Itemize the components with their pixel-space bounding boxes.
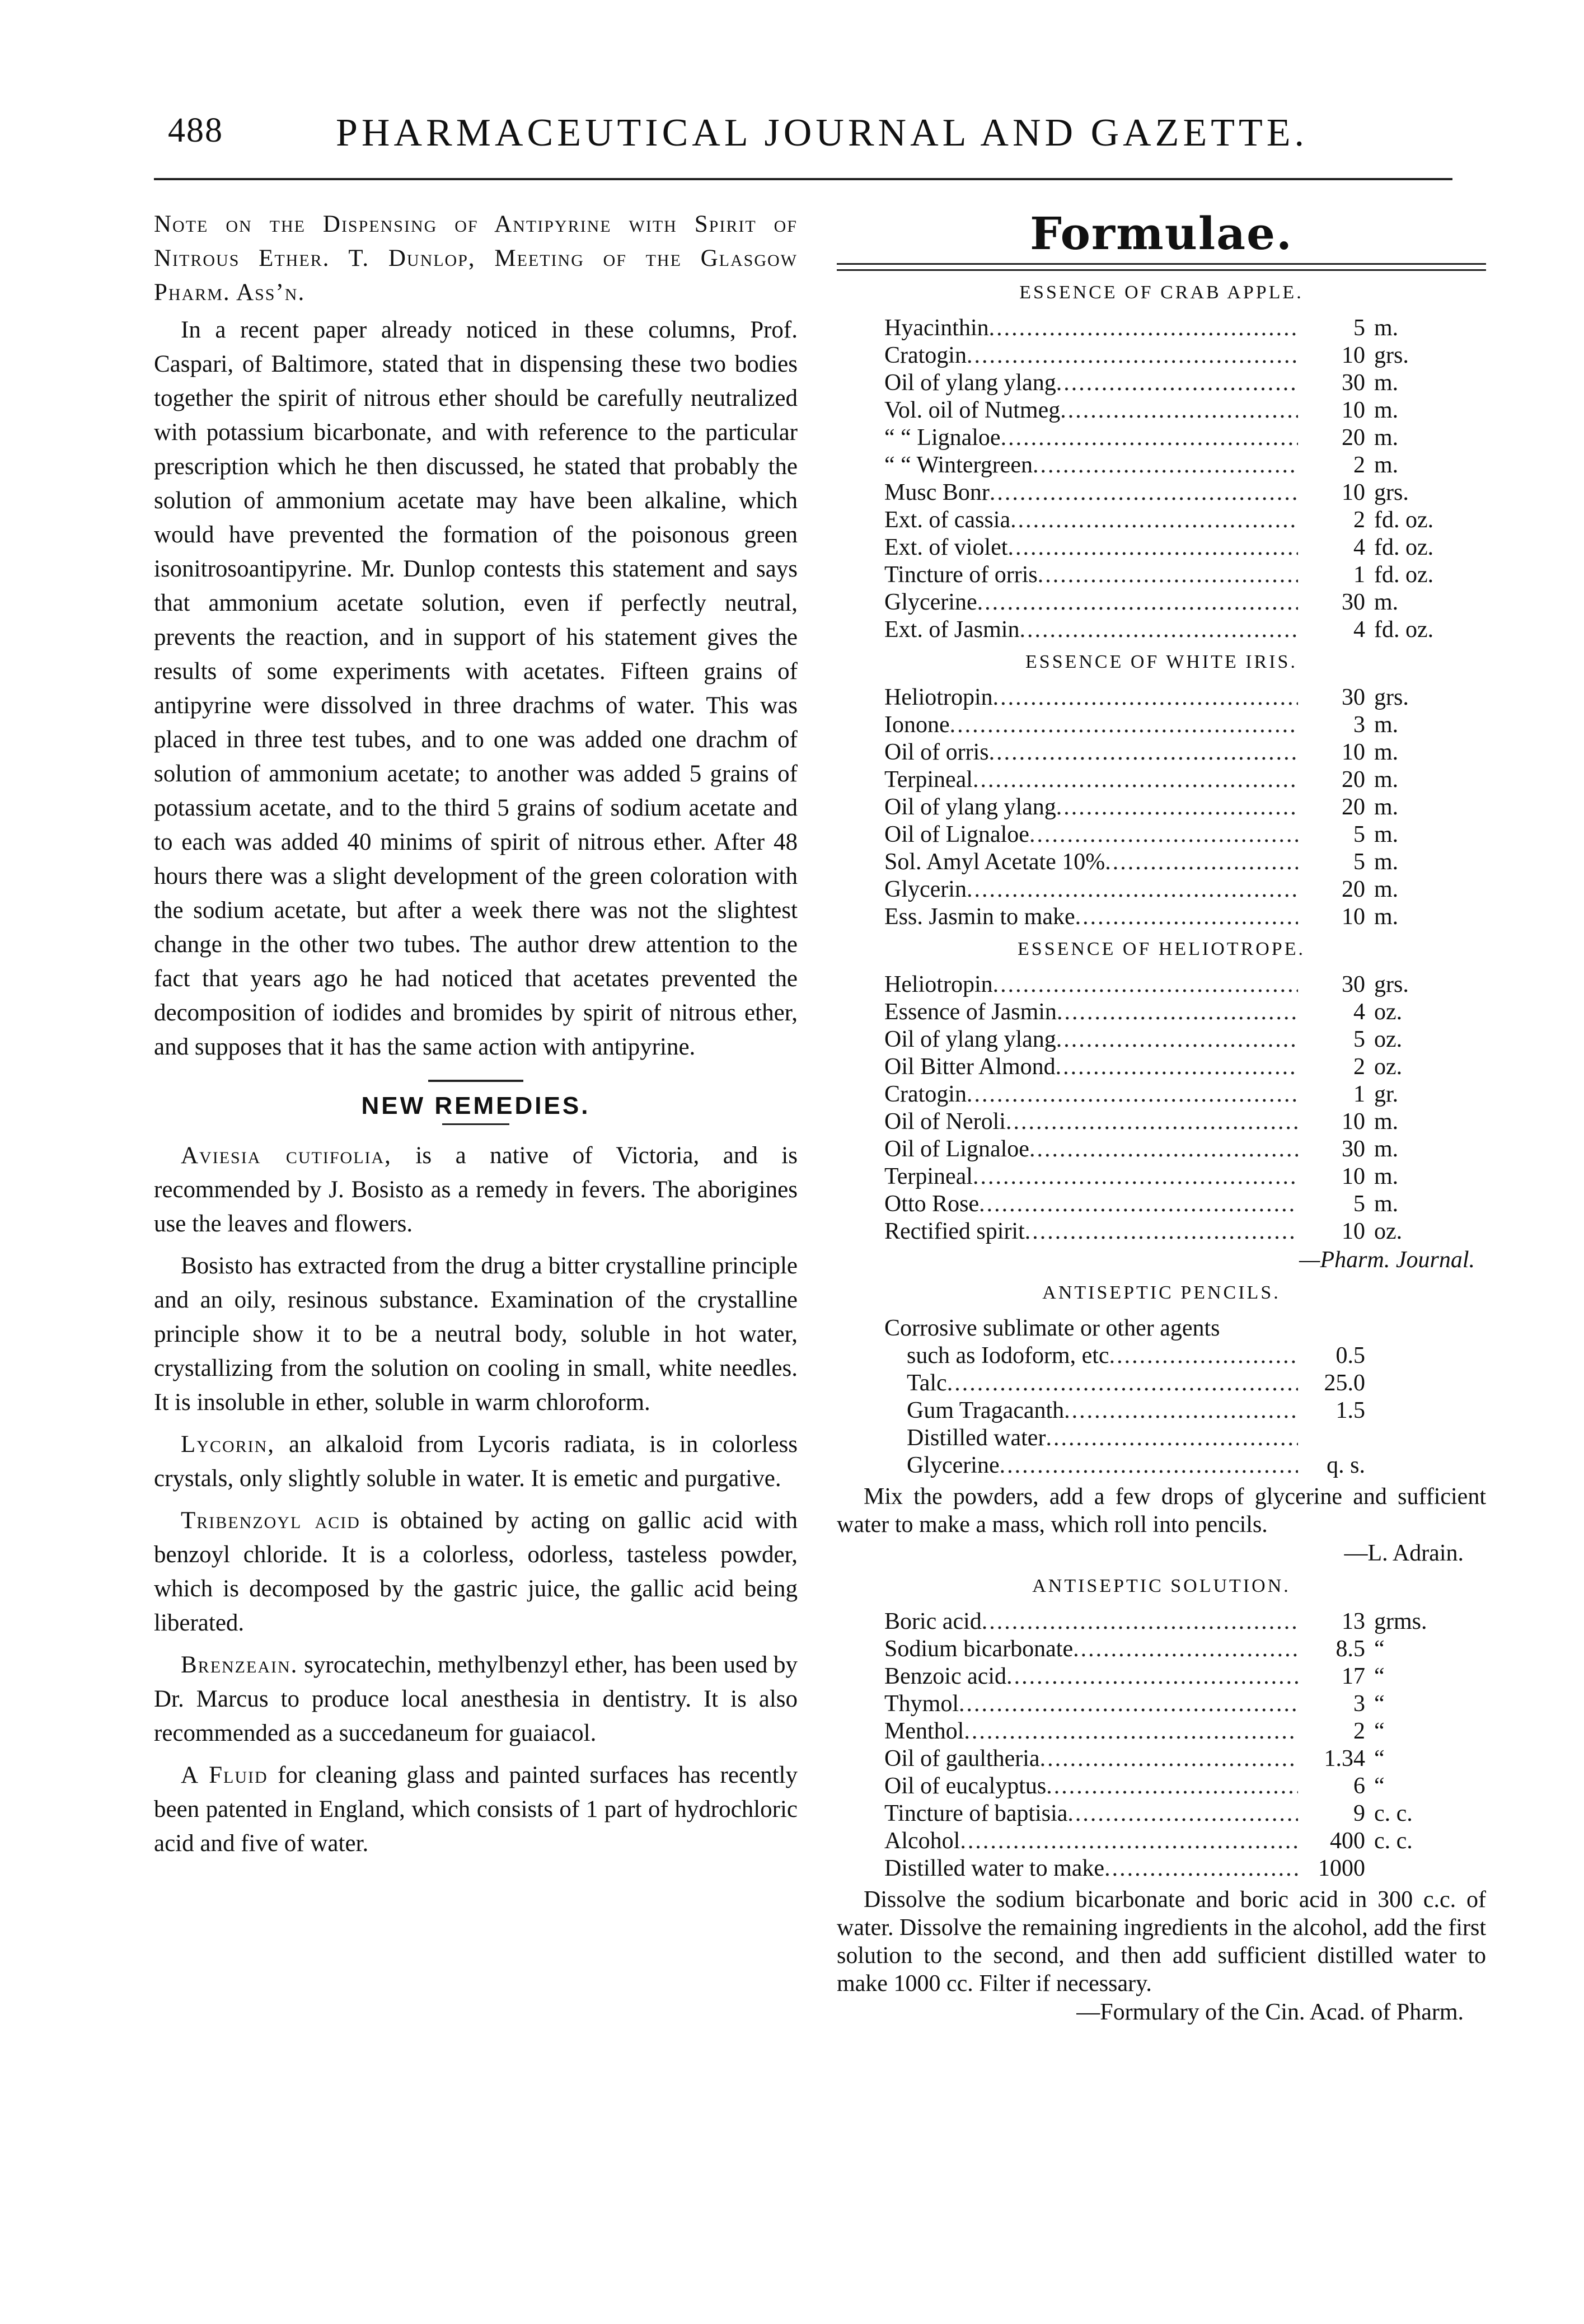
ingredient-amount (1298, 1425, 1365, 1452)
ingredient-unit (1365, 1425, 1486, 1452)
heliotrope-recipe (837, 971, 1486, 1245)
ingredient-amount: 5 (1353, 822, 1365, 847)
remedy-entry (154, 1503, 798, 1640)
ingredient-unit: m. (1374, 822, 1399, 847)
header-rule (154, 178, 1452, 180)
formula-row (837, 1218, 1486, 1245)
heliotrope-credit: —Pharm. Journal. (1299, 1247, 1475, 1273)
ingredient-amount: 20 (1342, 425, 1365, 451)
ingredient-name: Musc Bonr (884, 480, 990, 505)
leader-dots (1019, 616, 1298, 644)
formula-row (837, 1452, 1486, 1479)
ingredient-unit: “ (1374, 1636, 1385, 1662)
ingredient-unit: m. (1374, 1191, 1399, 1217)
remedy-name: Tribenzoyl acid (181, 1507, 360, 1534)
ingredient-unit: c. c. (1374, 1828, 1413, 1854)
solution-credit: —Formulary of the Cin. Acad. of Pharm. (1076, 1999, 1464, 2025)
ingredient-name: Sodium bicarbonate (884, 1636, 1074, 1662)
formula-row (837, 1663, 1486, 1690)
ingredient-name: Distilled water (907, 1425, 1046, 1451)
formula-row (837, 1370, 1486, 1397)
formula-row (837, 1136, 1486, 1163)
ingredient-unit: grs. (1374, 343, 1409, 368)
ingredient-name: Sol. Amyl Acetate 10% (884, 849, 1105, 875)
leader-dots (1007, 534, 1298, 561)
solution-title: ANTISEPTIC SOLUTION. (1032, 1576, 1291, 1596)
leader-dots (1010, 507, 1298, 534)
leader-dots (947, 1370, 1298, 1397)
leader-dots (1067, 1800, 1298, 1828)
leader-dots (1056, 1053, 1298, 1081)
ingredient-amount: 30 (1342, 685, 1365, 710)
ingredient-name: Hyacinthin (884, 315, 989, 341)
leader-dots (973, 1163, 1298, 1191)
leader-dots (1057, 999, 1298, 1026)
leader-dots (1006, 1663, 1298, 1690)
leader-dots (1006, 1108, 1298, 1136)
ingredient-name: Rectified spirit (884, 1219, 1025, 1244)
ingredient-name: Oil Bitter Almond (884, 1054, 1056, 1080)
formula-row (837, 1397, 1486, 1425)
white-iris-title: ESSENCE OF WHITE IRIS. (1025, 652, 1297, 672)
formula-row (837, 766, 1486, 794)
ingredient-unit: fd. oz. (1374, 562, 1434, 588)
ingredient-name: Talc (907, 1370, 947, 1396)
ingredient-amount: 1.34 (1324, 1746, 1365, 1772)
formula-row (837, 1828, 1486, 1855)
ingredient-amount: 4 (1353, 535, 1365, 560)
ingredient-amount: 30 (1342, 370, 1365, 396)
solution-recipe (837, 1608, 1486, 1882)
leader-dots (982, 1608, 1298, 1636)
ingredient-name: Terpineal (884, 767, 973, 793)
formula-row (837, 479, 1486, 507)
leader-dots (1001, 424, 1298, 452)
ingredient-name: Ext. of cassia (884, 507, 1011, 533)
ingredient-name: Ionone (884, 712, 950, 738)
leader-dots (993, 684, 1298, 711)
ingredient-unit: fd. oz. (1374, 507, 1434, 533)
formula-row (837, 1026, 1486, 1053)
crab-apple-recipe (837, 315, 1486, 644)
formula-row (837, 342, 1486, 369)
formula-row (837, 971, 1486, 999)
ingredient-unit: m. (1374, 370, 1399, 396)
ingredient-amount: 10 (1342, 1109, 1365, 1135)
ingredient-unit (1365, 1855, 1486, 1882)
ingredient-unit: oz. (1374, 1054, 1403, 1080)
ingredient-name: Gum Tragacanth (907, 1398, 1065, 1423)
ingredient-name: Oil of gaultheria (884, 1746, 1040, 1772)
ingredient-unit: m. (1374, 589, 1399, 615)
remedy-name: Aviesia cutifolia, (181, 1142, 392, 1169)
ingredient-amount: 2 (1353, 507, 1365, 533)
page-header (168, 100, 1455, 161)
leader-dots (1056, 1026, 1298, 1053)
ingredient-name: Cratogin (884, 343, 967, 368)
ingredient-amount: 5 (1353, 849, 1365, 875)
formula-row (837, 369, 1486, 397)
formula-row (837, 1636, 1486, 1663)
ingredient-unit: “ (1374, 1664, 1385, 1689)
formula-row (837, 1800, 1486, 1828)
ingredient-amount: 10 (1342, 1164, 1365, 1189)
ingredient-unit: grs. (1374, 972, 1409, 997)
formula-row (837, 849, 1486, 876)
ingredient-amount: 10 (1342, 343, 1365, 368)
ingredient-unit: “ (1374, 1746, 1385, 1772)
ingredient-unit: grms. (1374, 1609, 1427, 1634)
leader-dots (967, 876, 1298, 903)
ingredient-amount: q. s. (1327, 1452, 1365, 1478)
formula-row (837, 1163, 1486, 1191)
formula-row (837, 534, 1486, 561)
formula-row (837, 1608, 1486, 1636)
ingredient-amount: 20 (1342, 794, 1365, 820)
leader-dots (1073, 1636, 1298, 1663)
ingredient-unit: m. (1374, 877, 1399, 902)
ingredient-name: Ext. of Jasmin (884, 617, 1020, 643)
ingredient-amount: 2 (1353, 1718, 1365, 1744)
ingredient-unit: m. (1374, 904, 1399, 930)
leader-dots (1046, 1773, 1298, 1800)
formulae-title: Formulae. (1030, 207, 1293, 260)
ingredient-amount: 1000 (1318, 1856, 1365, 1881)
remedy-entry (154, 1138, 798, 1241)
ingredient-name: Oil of Lignaloe (884, 1136, 1029, 1162)
leader-dots (1025, 1218, 1298, 1245)
remedy-entry (154, 1249, 798, 1419)
formula-row (837, 1191, 1486, 1218)
leader-dots (1064, 1397, 1298, 1425)
ingredient-name: Oil of ylang ylang (884, 370, 1056, 396)
ingredient-amount: 10 (1342, 904, 1365, 930)
ingredient-unit: m. (1374, 1136, 1399, 1162)
formula-row (837, 794, 1486, 821)
formula-row (837, 616, 1486, 644)
formula-row (837, 507, 1486, 534)
remedy-text: is obtained by acting on gallic acid with benzoyl chloride. It is a colorless, odorless, tasteless powder, which is decomposed by the gastric juice, the gallic acid being liberated. (154, 1507, 798, 1636)
ingredient-name: “ “ Lignaloe (884, 425, 1001, 451)
ingredient-name: Vol. oil of Nutmeg (884, 397, 1061, 423)
remedy-name: Lycorin, (181, 1431, 275, 1458)
ingredient-amount: 5 (1353, 1191, 1365, 1217)
remedy-text: Bosisto has extracted from the drug a bitter crystalline principle and an oily, resinous substance. Examination of the crystalline principle show it to be a neutral body, soluble in hot water, crystallizing from the solution on cooling in small, white needles. It is insoluble in ether, soluble in warm chloroform. (154, 1253, 798, 1416)
ingredient-unit: grs. (1374, 480, 1409, 505)
ingredient-unit: m. (1374, 1164, 1399, 1189)
ingredient-amount: 1 (1353, 1081, 1365, 1107)
leader-dots (1046, 1425, 1298, 1452)
leader-dots (973, 766, 1298, 794)
formula-row (837, 1053, 1486, 1081)
ingredient-amount: 5 (1353, 1027, 1365, 1052)
ingredient-amount: 6 (1353, 1773, 1365, 1799)
ingredient-unit: “ (1374, 1773, 1385, 1799)
running-title: PHARMACEUTICAL JOURNAL AND GAZETTE. (336, 111, 1308, 154)
ingredient-amount: 25.0 (1324, 1370, 1365, 1396)
ingredient-amount: 4 (1353, 617, 1365, 643)
formula-row (837, 561, 1486, 589)
ingredient-amount: 10 (1342, 480, 1365, 505)
ingredient-unit: m. (1374, 712, 1399, 738)
ingredient-name: Alcohol (884, 1828, 960, 1854)
leader-dots (1056, 794, 1298, 821)
remedy-entry (154, 1648, 798, 1750)
remedy-text: is a native of Victoria, and is recommended by J. Bosisto as a remedy in fevers. The aborigines use the leaves and flowers. (154, 1142, 798, 1237)
pencils-instructions: Mix the powders, add a few drops of glycerine and sufficient water to make a mass, which roll into pencils. (837, 1484, 1486, 1538)
remedy-entry (154, 1427, 798, 1496)
formula-row (837, 1773, 1486, 1800)
ingredient-name: Tincture of orris (884, 562, 1038, 588)
ingredient-amount: 3 (1353, 712, 1365, 738)
ingredient-unit: fd. oz. (1374, 617, 1434, 643)
pencils-first-line: Corrosive sublimate or other agents (884, 1315, 1220, 1341)
formula-row (837, 821, 1486, 849)
leader-dots (1056, 369, 1298, 397)
pencils-recipe (837, 1342, 1486, 1479)
formula-row (837, 1855, 1486, 1882)
ingredient-amount: 9 (1353, 1801, 1365, 1826)
ingredient-name: Distilled water to make (884, 1856, 1105, 1881)
ingredient-unit: m. (1374, 397, 1399, 423)
leader-dots (960, 1828, 1298, 1855)
formula-row (837, 1081, 1486, 1108)
formula-row (837, 1690, 1486, 1718)
ingredient-unit: c. c. (1374, 1801, 1413, 1826)
leader-dots (989, 315, 1298, 342)
ingredient-amount: 0.5 (1335, 1343, 1365, 1369)
ingredient-unit (1365, 1452, 1486, 1479)
ingredient-unit: grs. (1374, 685, 1409, 710)
ingredient-amount: 30 (1342, 1136, 1365, 1162)
formula-row (837, 876, 1486, 903)
ingredient-unit: oz. (1374, 999, 1403, 1025)
ingredient-name: Ext. of violet (884, 535, 1008, 560)
ingredient-amount: 4 (1353, 999, 1365, 1025)
remedy-name: A Fluid (181, 1762, 268, 1788)
leader-dots (1104, 1855, 1298, 1882)
ingredient-name: Heliotropin (884, 685, 993, 710)
ingredient-amount: 17 (1342, 1664, 1365, 1689)
ingredient-unit: fd. oz. (1374, 535, 1434, 560)
ingredient-unit: m. (1374, 1109, 1399, 1135)
solution-instructions: Dissolve the sodium bicarbonate and boric acid in 300 c.c. of water. Dissolve the remaining ingredients in the alcohol, add the first solution to the second, and then add sufficient distilled water to make 1000 cc. Filter if necessary. (837, 1887, 1486, 1997)
ingredient-amount: 20 (1342, 767, 1365, 793)
formula-row (837, 711, 1486, 739)
ingredient-unit: m. (1374, 452, 1399, 478)
leader-dots (1075, 903, 1298, 931)
white-iris-recipe (837, 684, 1486, 931)
ingredient-amount: 5 (1353, 315, 1365, 341)
ingredient-name: Oil of orris (884, 739, 989, 765)
remedy-entry (154, 1758, 798, 1861)
formula-row (837, 1108, 1486, 1136)
ingredient-unit (1365, 1397, 1486, 1425)
leader-dots (1029, 821, 1298, 849)
leader-dots (967, 342, 1298, 369)
remedy-text: an alkaloid from Lycoris radiata, is in colorless crystals, only slightly soluble in water. It is emetic and purgative. (154, 1431, 798, 1492)
double-rule (837, 263, 1486, 271)
leader-dots (1000, 1452, 1298, 1479)
ingredient-amount: 400 (1330, 1828, 1365, 1854)
ingredient-name: such as Iodoform, etc (907, 1343, 1109, 1369)
ingredient-unit: oz. (1374, 1027, 1403, 1052)
crab-apple-title: ESSENCE OF CRAB APPLE. (1019, 282, 1304, 303)
remedy-name: Brenzeain. (181, 1652, 298, 1678)
leader-dots (993, 971, 1298, 999)
ingredient-name: Tincture of baptisia (884, 1801, 1068, 1826)
ingredient-name: Glycerine (884, 589, 977, 615)
right-column (837, 202, 1486, 2027)
leader-dots (989, 739, 1298, 766)
ingredient-unit: m. (1374, 849, 1399, 875)
ingredient-unit: m. (1374, 739, 1399, 765)
ingredient-name: Cratogin (884, 1081, 967, 1107)
pencils-credit: —L. Adrain. (1344, 1540, 1464, 1566)
ingredient-unit: “ (1374, 1718, 1385, 1744)
ingredient-amount: 8.5 (1335, 1636, 1365, 1662)
left-column (154, 207, 798, 1861)
ingredient-unit: m. (1374, 425, 1399, 451)
ingredient-amount: 1 (1353, 562, 1365, 588)
ingredient-name: Boric acid (884, 1609, 982, 1634)
formula-row (837, 397, 1486, 424)
ingredient-amount: 10 (1342, 1219, 1365, 1244)
ingredient-name: Glycerine (907, 1452, 1000, 1478)
ingredient-unit: gr. (1374, 1081, 1399, 1107)
ingredient-name: Ess. Jasmin to make (884, 904, 1075, 930)
leader-dots (1040, 1745, 1298, 1773)
ingredient-unit: oz. (1374, 1219, 1403, 1244)
leader-dots (1060, 397, 1298, 424)
formula-row (837, 1718, 1486, 1745)
ingredient-amount: 30 (1342, 972, 1365, 997)
ingredient-amount: 2 (1353, 1054, 1365, 1080)
new-remedies-title: NEW REMEDIES. (361, 1092, 591, 1119)
leader-dots (1033, 452, 1298, 479)
leader-dots (950, 711, 1298, 739)
formula-row (837, 452, 1486, 479)
formula-row (837, 999, 1486, 1026)
formula-row (837, 739, 1486, 766)
formula-row (837, 903, 1486, 931)
ingredient-name: Oil of Lignaloe (884, 822, 1029, 847)
formula-row (837, 1425, 1486, 1452)
ingredient-unit: “ (1374, 1691, 1385, 1717)
formula-row (837, 1342, 1486, 1370)
leader-dots (977, 589, 1298, 616)
ingredient-name: Glycerin (884, 877, 967, 902)
ingredient-name: Benzoic acid (884, 1664, 1007, 1689)
page-number: 488 (168, 111, 223, 149)
ingredient-unit (1365, 1342, 1486, 1370)
formula-row (837, 1745, 1486, 1773)
ingredient-name: Menthol (884, 1718, 964, 1744)
leader-dots (1029, 1136, 1298, 1163)
leader-dots (967, 1081, 1298, 1108)
ingredient-amount: 13 (1342, 1609, 1365, 1634)
section-divider (442, 1123, 509, 1125)
leader-dots (964, 1718, 1298, 1745)
note-heading: Note on the Dispensing of Antipyrine with Spirit of Nitrous Ether. T. Dunlop, Meeting of the Glasgow Pharm. Ass’n. (154, 211, 798, 306)
ingredient-amount: 30 (1342, 589, 1365, 615)
ingredient-name: Oil of eucalyptus (884, 1773, 1047, 1799)
ingredient-unit (1365, 1370, 1486, 1397)
ingredient-name: Oil of ylang ylang (884, 794, 1056, 820)
ingredient-name: “ “ Wintergreen (884, 452, 1033, 478)
ingredient-unit: m. (1374, 315, 1399, 341)
formula-row (837, 424, 1486, 452)
leader-dots (959, 1690, 1298, 1718)
ingredient-name: Heliotropin (884, 972, 993, 997)
leader-dots (979, 1191, 1298, 1218)
ingredient-name: Otto Rose (884, 1191, 980, 1217)
ingredient-name: Oil of ylang ylang (884, 1027, 1056, 1052)
ingredient-amount: 10 (1342, 397, 1365, 423)
leader-dots (1038, 561, 1298, 589)
ingredient-amount: 1.5 (1335, 1398, 1365, 1423)
leader-dots (990, 479, 1298, 507)
note-paragraph: In a recent paper already noticed in these columns, Prof. Caspari, of Baltimore, stated that in dispensing these two bodies together the spirit of nitrous ether should be carefully neutralized with potassium bicarbonate, and with reference to the particular prescription which he then discussed, he stated that probably the solution of ammonium acetate may have been alkaline, which would have prevented the formation of the poisonous green isonitrosoantipyrine. Mr. Dunlop contests this statement and says that ammonium acetate solution, even if perfectly neutral, prevents the reaction, and in support of his statement gives the results of some experiments with acetates. Fifteen grains of antipyrine were dissolved in three drachms of water. This was placed in three test tubes, and to one was added one drachm of solution of ammonium acetate; to another was added 5 grains of potassium acetate, and to the third 5 grains of sodium acetate and to each was added 40 minims of spirit of nitrous ether. After 48 hours there was a slight development of the green coloration with the sodium acetate, but after a week there was not the slightest change in the other two tubes. The author drew attention to the fact that years ago he had noticed that acetates prevented the decomposition of iodides and bromides by spirit of nitrous ether, and supposes that it has the same action with antipyrine. (154, 317, 798, 1060)
leader-dots (1105, 849, 1298, 876)
remedy-text: for cleaning glass and painted surfaces has recently been patented in England, which consists of 1 part of hydrochloric acid and five of water. (154, 1762, 798, 1857)
remedy-text: syrocatechin, methylbenzyl ether, has been used by Dr. Marcus to produce local anesthesia in dentistry. It is also recommended as a succedaneum for guaiacol. (154, 1652, 798, 1746)
formula-row (837, 684, 1486, 711)
leader-dots (1109, 1342, 1298, 1370)
ingredient-amount: 20 (1342, 877, 1365, 902)
pencils-title: ANTISEPTIC PENCILS. (1042, 1282, 1281, 1303)
remedies-list (154, 1138, 798, 1861)
ingredient-unit: m. (1374, 794, 1399, 820)
formula-row (837, 315, 1486, 342)
ingredient-unit: m. (1374, 767, 1399, 793)
section-divider (428, 1080, 523, 1082)
ingredient-name: Terpineal (884, 1164, 973, 1189)
heliotrope-title: ESSENCE OF HELIOTROPE. (1018, 939, 1305, 959)
ingredient-name: Thymol (884, 1691, 959, 1717)
ingredient-name: Oil of Neroli (884, 1109, 1006, 1135)
formula-row (837, 589, 1486, 616)
ingredient-amount: 3 (1353, 1691, 1365, 1717)
ingredient-name: Essence of Jasmin (884, 999, 1057, 1025)
ingredient-amount: 2 (1353, 452, 1365, 478)
ingredient-amount: 10 (1342, 739, 1365, 765)
